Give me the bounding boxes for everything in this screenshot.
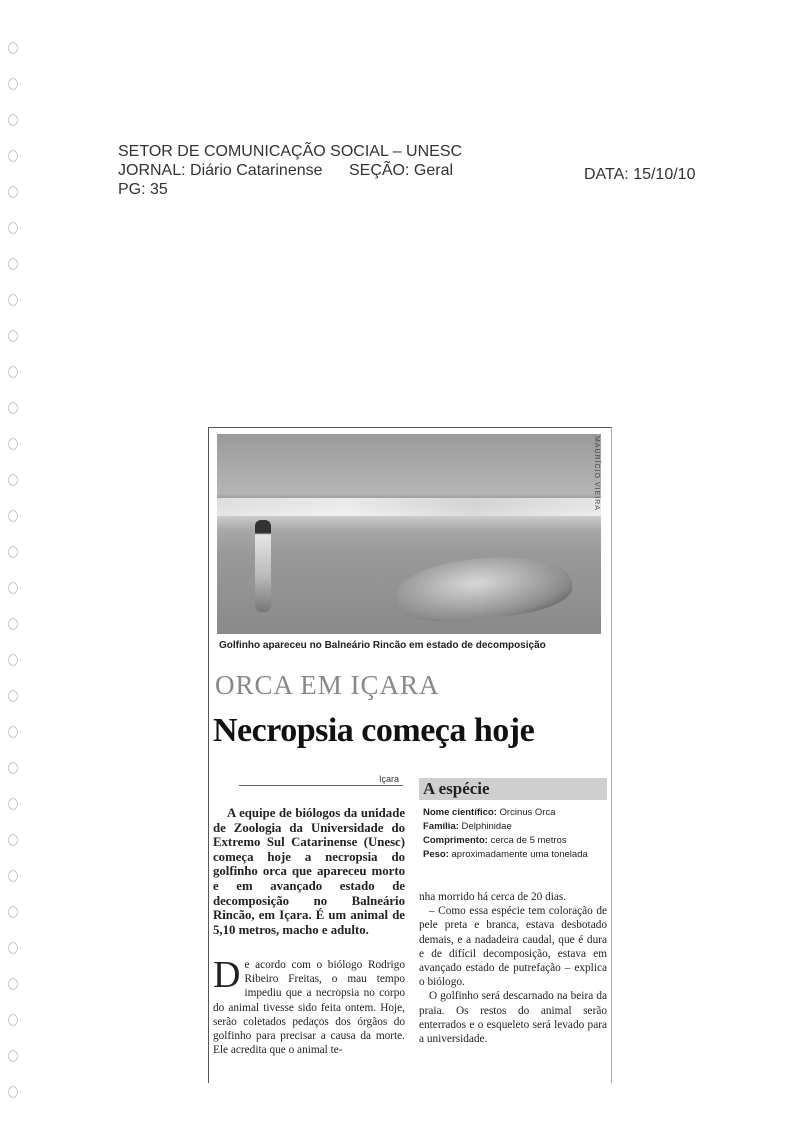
header-secao: SEÇÃO: Geral [348, 162, 454, 179]
photo-orca [394, 549, 574, 627]
col2-paragraph: – Como essa espécie tem coloração de pele preta e branca, estava desbotado demais, e a nadadeira caudal, que é dura e de difícil decomposição, estava em avançado estado de putrefação – explica o biólogo. [419, 905, 607, 989]
photo-person [255, 520, 271, 612]
clipping-header [118, 142, 718, 199]
photo-credit: MAURÍCIO VIEIRA [593, 436, 600, 511]
header-org: SETOR DE COMUNICAÇÃO SOCIAL – UNESC [118, 143, 463, 160]
species-row: Comprimento: cerca de 5 metros [423, 835, 567, 846]
article-kicker: ORCA EM IÇARA [215, 670, 440, 700]
header-pagina: PG: 35 [118, 181, 168, 198]
species-row: Família: Delphinidae [423, 821, 512, 832]
col2-paragraph: nha morrido há cerca de 20 dias. [419, 891, 567, 903]
species-box-title: A espécie [419, 778, 607, 800]
header-data: DATA: 15/10/10 [584, 166, 696, 183]
article-byline: Içara [379, 774, 400, 784]
species-row: Peso: aproximadamente uma tonelada [423, 849, 588, 860]
dropcap: D [213, 954, 241, 996]
col2-paragraph: O golfinho será descarnado na beira da praia. Os restos do animal serão enterrados e o esqueleto será levado para a universidade. [419, 990, 607, 1046]
article-lead: A equipe de biólogos da unidade de Zoologia da Universidade do Extremo Sul Catarinense (Unesc) começa hoje a necropsia do golfinho orca que apareceu morto e em avançado estado de decomposição no Balneário Rincão, em Içara. É um animal de 5,10 metros, macho e adulto. [213, 806, 405, 937]
newspaper-clipping [208, 427, 612, 1083]
article-photo [217, 434, 601, 634]
article-body-col2 [419, 890, 607, 1046]
photo-surf [217, 498, 601, 516]
article-body-col1 [213, 954, 405, 1057]
divider [239, 785, 403, 786]
header-jornal: JORNAL: Diário Catarinense [118, 162, 323, 179]
article-body-text: e acordo com o biólogo Rodrigo Ribeiro Freitas, o mau tempo impediu que a necropsia no corpo do animal tivesse sido feita ontem. Hoje, serão coletados pedaços dos órgãos do golfinho para precisar a causa da morte. Ele acredita que o animal te- [213, 959, 405, 1057]
binder-holes [4, 30, 22, 1110]
species-box-rows [423, 806, 588, 862]
species-row: Nome científico: Orcinus Orca [423, 807, 556, 818]
article-headline: Necropsia começa hoje [213, 712, 535, 749]
photo-caption: Golfinho apareceu no Balneário Rincão em estado de decomposição [219, 640, 546, 651]
species-box [419, 778, 607, 876]
